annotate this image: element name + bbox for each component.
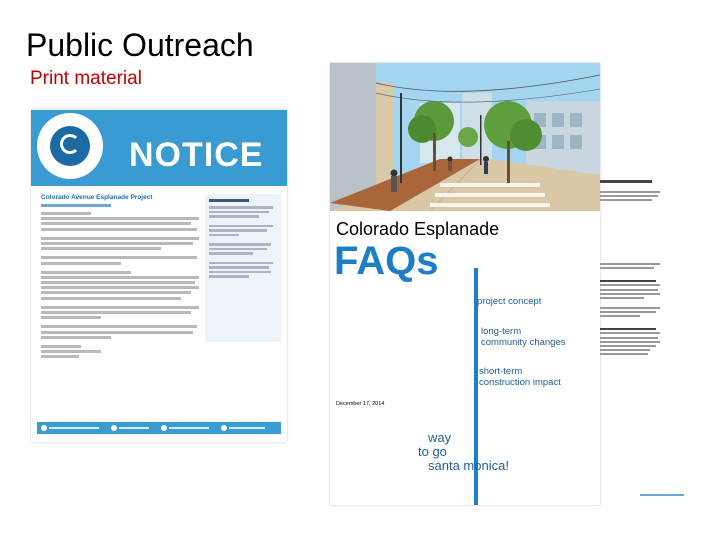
city-seal-icon — [37, 113, 103, 179]
faq-topic-short-term — [479, 366, 561, 388]
street-scene-illustration — [330, 63, 600, 211]
page-subtitle: Print material — [30, 68, 142, 89]
faq-topic-project-concept: project concept — [477, 296, 542, 307]
faq-topic-short-term-line1: short-term — [479, 366, 523, 377]
faq-date: December 17, 2014 — [336, 401, 385, 407]
page-title: Public Outreach — [26, 27, 254, 63]
faq-topic-long-term — [481, 326, 565, 348]
notice-sidebar-box — [205, 194, 281, 342]
esplanade-rendering-image — [330, 63, 600, 211]
faq-brochure-image — [330, 63, 600, 505]
notice-footer-bar — [37, 422, 281, 434]
brochure-back-panel — [600, 172, 700, 508]
faq-topic-short-term-line2: construction impact — [479, 377, 561, 388]
notice-heading: NOTICE — [129, 136, 264, 174]
faq-title-line2: FAQs — [334, 239, 439, 283]
brochure-back-footer — [640, 494, 684, 496]
faq-slogan-line1: way — [428, 430, 452, 445]
faq-topic-long-term-line1: long-term — [481, 326, 522, 337]
notice-project-heading: Colorado Avenue Esplanade Project — [41, 194, 153, 201]
seal-emblem — [50, 126, 90, 166]
sidebar-title-placeholder — [209, 199, 277, 202]
faq-slogan-line2: to go — [418, 444, 447, 459]
faq-slogan-line3: santa monica! — [428, 458, 509, 473]
notice-flyer-image — [31, 110, 287, 442]
notice-subheading-placeholder — [41, 202, 111, 207]
notice-header-band — [31, 110, 287, 186]
seal-swirl-icon — [60, 134, 80, 154]
faq-topic-long-term-line2: community changes — [481, 337, 566, 348]
notice-body-text — [41, 212, 201, 361]
faq-title-line1: Colorado Esplanade — [336, 219, 500, 239]
